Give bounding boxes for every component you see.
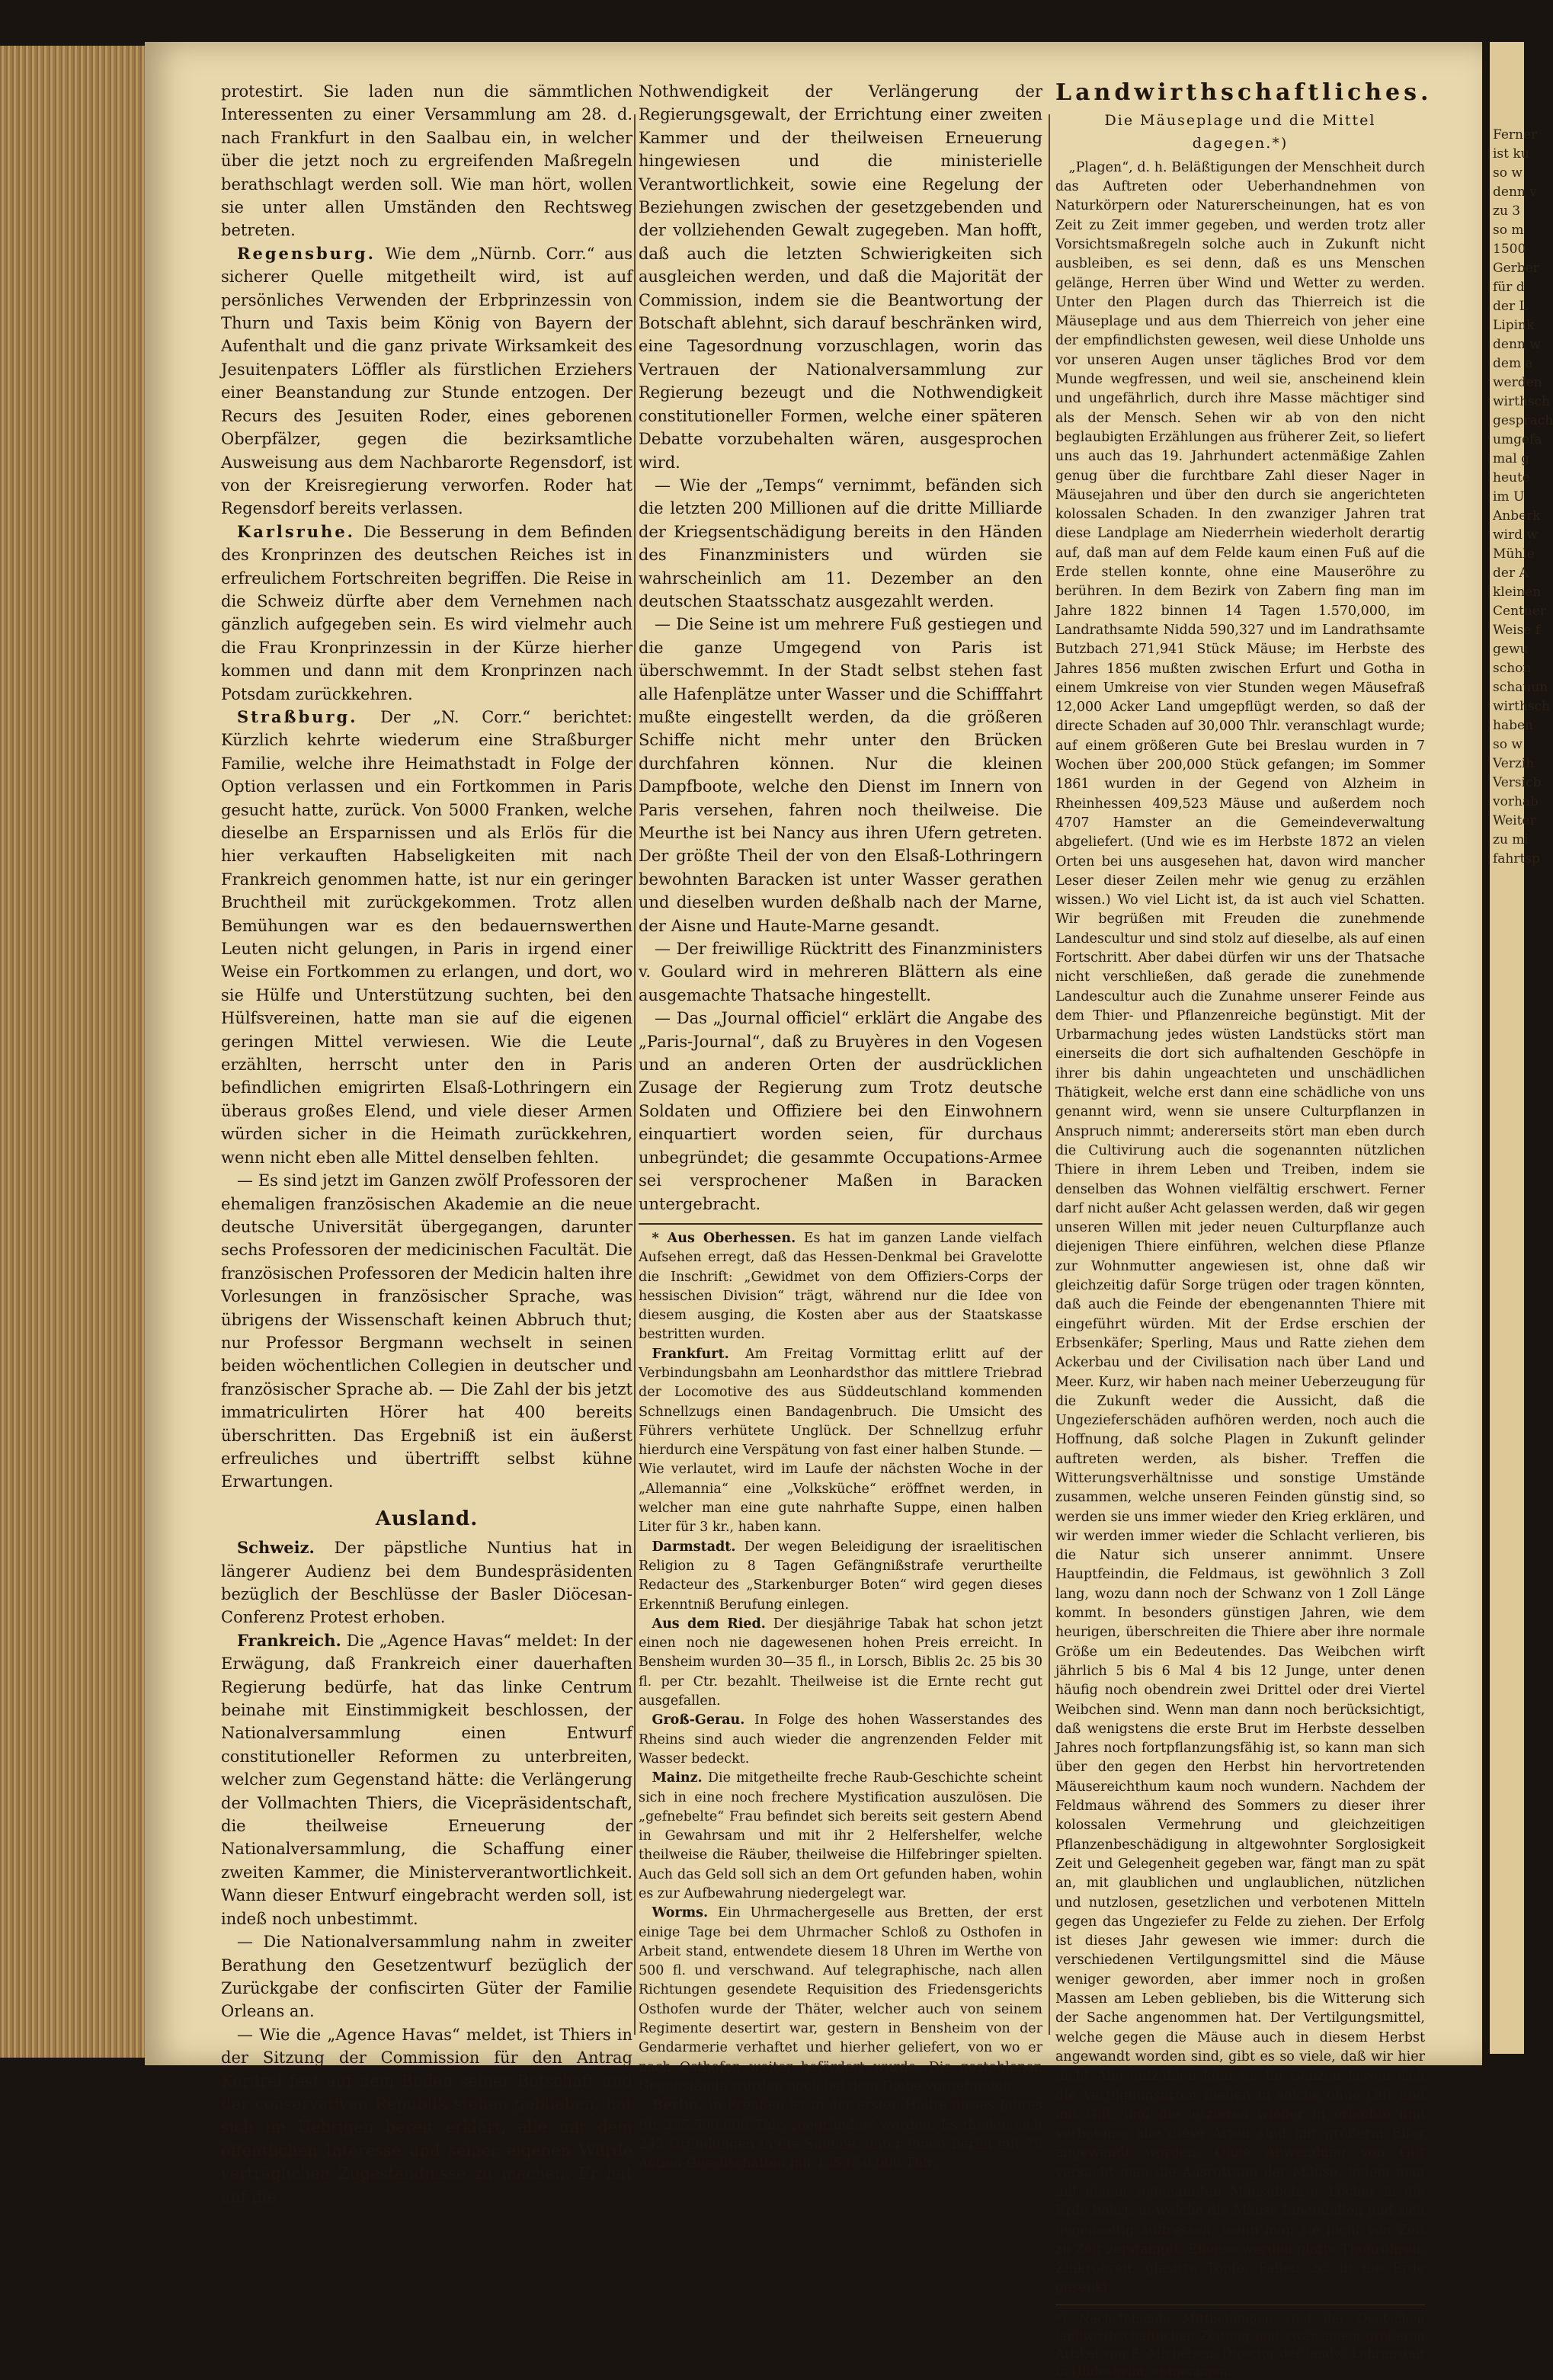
article-text (639, 474, 1042, 613)
dateline: * Aus Oberhessen. (652, 1230, 796, 1246)
article-text (639, 1007, 1042, 1216)
article-mainz (639, 1769, 1042, 1904)
article-text: Am Freitag Vormittag erlitt auf der Verbindungsbahn am Leonhardsthor das mittlere Triebrad der Locomotive des aus Süddeutschland kommenden Schnellzugs einen Bandagenbruch. Die Umsicht des Führers verhütete Unglück. Der Schnellzug erfuhr hierdurch eine Verspätung von fast einer halben Stunde. — Wie verlautet, wird im Laufe der nächsten Woche in der „Allemannia“ eine „Volksküche“ eröffnet werden, in welcher man eine gute nahrhafte Suppe, einen halben Liter für 3 kr., haben kann. (639, 1346, 1042, 1536)
article-text: „Plagen“, d. h. Beläßtigungen der Menschheit durch das Auftreten oder Ueberhandnehmen von Naturkörpern oder Naturerscheinungen, hat es von Zeit zu Zeit immer gegeben, und werden trotz aller Vorsichtsmaßregeln solche auch in Zukunft nicht ausbleiben, es sei denn, daß es uns Menschen gelänge, Herren über Wind und Wetter zu werden. Unter den Plagen durch das Thierreich ist die Mäuseplage und aus dem Thierreich von jeher eine der empfindlichsten gewesen, weil diese Unholde uns vor unseren Augen unser tägliches Brod vor dem Munde wegfressen, und weil sie, anscheinend klein und ungefährlich, durch ihre Masse mächtiger sind als der Mensch. Sehen wir ab von den nicht beglaubigten Erzählungen aus früherer Zeit, so liefert uns auch das 19. Jahrhundert actenmäßige Zahlen genug über die furchtbare Zahl dieser Nager in Mäusejahren und über den durch sie angerichteten kolossalen Schaden. In den zwanziger Jahren trat diese Landplage am Niederrhein wiederholt derartig auf, daß man auf dem Felde kaum einen Fuß auf die Erde stellen konnte, ohne eine Mauseröhre zu berühren. In dem Bezirk von Zabern fing man im Jahre 1822 binnen 14 Tagen 1.570,000, im Landrathsamte Nidda 590,327 und im Landrathsamte Butzbach 271,941 Stück Mäuse; im Herbste des Jahres 1856 mußten zwischen Erfurt und Gotha in einem Umkreise von vier Stunden wegen Mäusefraß 12,000 Acker Land umgepflügt werden, so daß der directe Schaden auf 30,000 Thlr. veranschlagt wurde; auf einem größeren Gute bei Breslau wurden in 7 Wochen über 200,000 Stück gefangen; im Sommer 1861 wurden in der Gegend von Alzheim in Rheinhessen 409,523 Mäuse und außerdem noch 4707 Hamster an die Gemeindeverwaltung abgeliefert. (Und wie es im Herbste 1872 an vielen Orten bei uns ausgesehen hat, davon wird mancher Leser dieser Zeilen mehr wie genug zu erzählen wissen.) Wo viel Licht ist, da ist auch viel Schatten. Wir begrüßen mit Freuden die zunehmende Landescultur und sind stolz auf dieselbe, als auf einen Fortschritt. Aber dabei dürfen wir uns der Thatsache nicht verschließen, daß gerade die zunehmende Landescultur auch die Zunahme unserer Feinde aus dem Thier- und Pflanzenreiche begünstigt. Mit der Urbarmachung jedes wüsten Landstücks stört man einerseits die dort sich aufhaltenden Geschöpfe in ihrer bis dahin ungeachteten und unschädlichen Thätigkeit, welche erst dann eine schädliche von uns genannt wird, wenn sie unsere Culturpflanzen in Anspruch nimmt; andererseits stört man eben durch die Cultivirung auch die sogenannten nützlichen Thiere in ihrem Leben und Treiben, indem sie denselben das Wohnen vielfältig erschwert. Ferner darf nicht außer Acht gelassen werden, daß wir gegen unseren Willen mit jeder neuen Culturpflanze auch diejenigen Thiere einführen, welchen diese Pflanze zur Wohnmutter angewiesen ist, ohne daß wir gleichzeitig dafür Sorge trügen oder tragen könnten, daß auch die Feinde der ebengenannten Thiere mit eingeführt würden. Mit der Erdse erschien der Erbsenkäfer; Sperling, Maus und Ratte ziehen dem Ackerbau und der Civilisation nach über Land und Meer. Kurz, wir haben nach meiner Ueberzeugung für die Zukunft weder die Aussicht, daß die Ungezieferschäden aufhören werden, noch auch die Hoffnung, daß solche Plagen in Zukunft gelinder auftreten werden, als bisher. Treffen die Witterungsverhältnisse und sonstige Umstände zusammen, welche unseren Feinden günstig sind, so werden sie uns immer wieder den Krieg erklären, und wir werden immer wieder die Schlacht verlieren, bis die Natur sich unserer annimmt. Unsere Hauptfeindin, die Feldmaus, ist gewöhnlich 3 Zoll lang, wozu dann noch der Schwanz von 1 Zoll Länge kommt. In besonders günstigen Jahren, wie dem heurigen, überschreiten die Thiere aber ihre normale Größe um ein Bedeutendes. Das Weibchen wirft jährlich 5 bis 6 Mal 4 bis 12 Junge, unter denen häufig noch obendrein zwei Drittel oder drei Viertel Weibchen sind. Wenn man dann noch berücksichtigt, daß wenigstens die erste Brut im Herbste desselben Jahres noch fortpflanzungsfähig ist, so kann man sich über den gegen den Herbst hin hervortretenden Mäusereichthum kaum noch wundern. Nachdem der Feldmaus während des Sommers zu dieser ihrer kolossalen Vermehrung und gleichzeitigen Pflanzenbeschädigung in altgewohnter Sorglosigkeit Zeit und Gelegenheit gegeben war, fängt man zu spät an, mit glaublichen und unglaublichen, nützlichen und nutzlosen, gesetzlichen und verbotenen Mitteln gegen das Ungeziefer zu Felde zu ziehen. Der Erfolg ist dieses Jahr gewesen wie immer: durch die verschiedenen Vertilgungsmittel sind die Mäuse weniger geworden, aber immer noch in großen Massen am Leben geblieben, bis die Witterung sich der Sache angenommen hat. Der Vertilgungsmittel, welche gegen die Mäuse auch in diesem Herbst angewandt worden sind, gibt es so viele, daß wir hier nicht Alle aufzählen können. Im Ganzen lassen sich die Vertilgungsarten theilen in solche ohne Gift und mit Gift, und die letzteren wieder in erlaubte und verbotene; alle diese Arten sind mit größerm Eifer angewandt worden. Ohne Anwendung von Gift versucht man die Ausrottung der Mäuse, indem man mit einem sogenannten Mäusebohrer Löcher in die Erde bohrt, in welche die Mäuse hineinfallen und sich gegenseitig auffressen, wenn man sie nicht von Zeit zu Zeit zerstampft. Ebenso werden glatte Thonröhren, Zinkröhren, glasirte Töpfe, Fallen 2c. in die Erde gesenkt. (1055, 159, 1425, 2296)
column-rule-2 (1049, 114, 1050, 2035)
article-text (221, 1169, 632, 1494)
article-text: Die „Agence Havas“ meldet: In der Erwägung, daß Frankreich einer dauerhaften Regierung bedürfe, hat das linke Centrum beinahe mit Einstimmigkeit beschlossen, der Nationalversammlung einen Entwurf constitutioneller Reformen zu unterbreiten, welcher zum Gegenstand hätte: die Verlängerung der Vollmachten Thiers, die Vicepräsidentschaft, die theilweise Erneuerung der Nationalversammlung, die Schaffung einer zweiten Kammer, die Ministerverantwortlichkeit. Wann dieser Entwurf eingebracht werden soll, ist indeß noch unbestimmt. (221, 1631, 632, 1928)
article-text: Die Besserung in dem Befinden des Kronprinzen des deutschen Reiches ist in erfreulichem Fortschreiten begriffen. Die Reise in die Schweiz dürfte aber dem Vernehmen nach gänzlich aufgegeben sein. Es wird vielmehr auch die Frau Kronprinzessin in der Kürze hierher kommen und dann mit dem Kronprinzen nach Potsdam zurückkehren. (221, 522, 632, 703)
dateline: Straßburg. (237, 706, 358, 726)
dateline: Karlsruhe. (237, 521, 355, 541)
article-subtitle: Die Mäuseplage und die Mittel dagegen.*) (1104, 112, 1376, 152)
section-heading-landwirthschaft: Landwirthschaftliches. (1055, 79, 1433, 106)
local-news (639, 1229, 1042, 2174)
article-text: — Der freiwillige Rücktritt des Finanzministers v. Goulard wird in mehreren Blättern als eine ausgemachte Thatsache hingestellt. (639, 940, 1042, 1004)
article-text (221, 2023, 632, 2209)
dateline: Frankfurt. (652, 1346, 729, 1362)
article-text (1055, 159, 1425, 2298)
section-divider (639, 1223, 1042, 1225)
article-frankfurt (639, 1345, 1042, 1538)
footnote: *) Nachstehende Mittheilungen sind der Deutschen landwirthschaftlichen Zeitung und zwar einem größeren Artikel von E. Michelsen, Director der landw. Lehranstalt in Hildesheim, entnommen. (1055, 2305, 1425, 2380)
article-text (221, 1930, 632, 2023)
adjacent-page-text: Ferner ist ku so w denn v zu 3 so m 1500 Gerber für d der L Lipink denn w dem a werden wirthsch gesprach umgefa mal g heute im U Anberk wird w Mühle der A kleinen Centner Weise f gewu schon schauun wirthsch haben so w Verzih Versicb vorhab Weiter zu mi fahrtsp (1493, 127, 1553, 866)
section-heading-ausland: Ausland. (375, 1507, 479, 1530)
column-2 (639, 80, 1042, 2173)
article-text: — Die Seine ist um mehrere Fuß gestiegen und die ganze Umgegend von Paris ist überschwemmt. In der Stadt selbst stehen fast alle Hafenplätze unter Wasser und die Schifffahrt mußte eingestellt werden, da die größeren Schiffe nicht mehr unter den Brücken durchfahren können. Nur die kleinen Dampfboote, welche den Dienst im Innern von Paris versehen, fahren noch theilweise. Die Meurthe ist bei Nancy aus ihren Ufern getreten. Der größte Theil der von den Elsaß-Lothringern bewohnten Baracken ist unter Wasser gerathen und dieselben wurden deßhalb nach der Marne, der Aisne und Haute-Marne gesandt. (639, 615, 1042, 935)
article-ried (639, 1615, 1042, 1711)
article-text: Der „N. Corr.“ berichtet: Kürzlich kehrte wiederum eine Straßburger Familie, welche ihre Heimathstadt in Folge der Option verlassen und ein Fortkommen in Paris gesucht hatte, zurück. Von 5000 Franken, welche dieselbe an Ersparnissen und als Erlös für die hier verkauften Habseligkeiten mit nach Frankreich genommen hatte, ist nur ein geringer Bruchtheil mit zurückgekommen. Trotz allen Bemühungen war es den bedauernswerthen Leuten nicht gelungen, in Paris in irgend einer Weise ein Fortkommen zu erlangen, und dort, wo sie Hülfe und Unterstützung suchten, bei den Hülfsvereinen, hatte man sie auf die eigenen geringen Mittel verwiesen. Wie die Leute erzählten, herrscht unter den in Paris befindlichen emigrirten Elsaß-Lothringern ein überaus großes Elend, und viele dieser Armen würden sicher in die Heimath zurückkehren, wenn nicht eben alle Mittel denselben fehlten. (221, 707, 632, 1167)
article-text: Die mitgetheilte freche Raub-Geschichte scheint sich in eine noch frechere Mystification auszulösen. Die „gefnebelte“ Frau befindet sich bereits seit gestern Abend in Gewahrsam und mit ihr 2 Helfershelfer, welche theilweise die Räuber, theilweise die Hilfebringer spielten. Auch das Geld soll sich an dem Ort gefunden haben, wohin es zur Aufbewahrung niedergelegt war. (639, 1770, 1042, 1901)
article-text: Der wegen Beleidigung der israelitischen Religion zu 8 Tagen Gefängnißstrafe verurtheilte Redacteur des „Starkenburger Boten“ wird gegen dieses Erkenntniß Berufung einlegen. (639, 1539, 1042, 1613)
dateline: Worms. (652, 1905, 709, 1921)
dateline: Berlin. (652, 2098, 703, 2114)
adjacent-page-edge (1490, 42, 1553, 2054)
article-text: Der päpstliche Nuntius hat in längerer Audienz bei dem Bundespräsidenten bezüglich der Beschlüsse der Basler Diöcesan-Conferenz Protest erhoben. (221, 1539, 632, 1627)
article-frankreich (221, 1629, 632, 1930)
article-strassburg (221, 706, 632, 1169)
article-karlsruhe (221, 521, 632, 706)
article-text: — Die Nationalversammlung nahm in zweiter Berathung den Gesetzentwurf bezüglich der Zurückgabe der confiscirten Güter der Familie Orleans an. (221, 1933, 632, 2021)
dateline: Schweiz. (237, 1538, 315, 1558)
dateline: Frankreich. (237, 1630, 341, 1650)
dateline: Regensburg. (237, 243, 376, 263)
dateline: Groß-Gerau. (652, 1712, 745, 1728)
article-worms (639, 1904, 1042, 2097)
article-text: — Wie der „Temps“ vernimmt, befänden sich die letzten 200 Millionen auf die dritte Milliarde der Kriegsentschädigung bereits in den Händen des Finanzministers und würden sie wahrscheinlich am 11. Dezember an den deutschen Staatsschatz ausgezahlt werden. (639, 476, 1042, 610)
article-schweiz (221, 1536, 632, 1629)
dateline: Darmstadt. (652, 1539, 736, 1555)
article-darmstadt (639, 1538, 1042, 1615)
dateline: Mainz. (652, 1770, 703, 1786)
article-text: Es hat im ganzen Lande vielfach Aufsehen erregt, daß das Hessen-Denkmal bei Gravelotte die Inschrift: „Gewidmet von dem Offiziers-Corps der hessischen Division“ trägt, während nur die Idee von diesem ausging, die Kosten aber aus der Staatskasse bestritten wurden. (639, 1230, 1042, 1343)
article-regensburg (221, 242, 632, 521)
article-text (639, 613, 1042, 937)
book-edge (0, 46, 147, 2058)
article-text: In Folge des hohen Wasserstandes des Rheins sind auch wieder die angrenzenden Felder mit Wasser bedeckt. (639, 1712, 1042, 1767)
article-text: Wie dem „Nürnb. Corr.“ aus sicherer Quelle mitgetheilt wird, ist auf persönliches Verwenden der Erbprinzessin von Thurn und Taxis beim König von Bayern der Aufenthalt und die ganz private Wirksamkeit des Jesuitenpaters Löffler als fürstlichen Erziehers einer Beanstandung zur Stunde entzogen. Der Recurs des Jesuiten Roder, eines geborenen Oberpfälzer, gegen die bezirksamtliche Ausweisung aus dem Nachbarorte Regensdorf, ist von der Kreisregierung verworfen. Roder hat Regensdorf bereits verlassen. (221, 244, 632, 518)
article-text: protestirt. Sie laden nun die sämmtlichen Interessenten zu einer Versammlung am 28. d. nach Frankfurt in den Saalbau ein, in welcher über die jetzt noch zu ergreifenden Maßregeln berathschlagt werden soll. Wie man hört, wollen sie unter allen Umständen den Rechtsweg betreten. (221, 82, 632, 240)
article-text (639, 937, 1042, 1007)
article-text: — Das „Journal officiel“ erklärt die Angabe des „Paris-Journal“, daß zu Bruyères in den Vogesen und an anderen Orten der ausdrücklichen Zusage der Regierung zum Trotz deutsche Soldaten und Offiziere bei den Einwohnern einquartiert worden seien, für durchaus unbegründet; die gesammte Occupations-Armee sei versprochener Maßen in Baracken untergebracht. (639, 1009, 1042, 1213)
column-3 (1055, 79, 1433, 2380)
article-text: Der diesjährige Tabak hat schon jetzt einen noch nie dagewesenen hohen Preis erreicht. In Bensheim wurden 30—35 fl., in Lorsch, Biblis 2c. 25 bis 30 fl. per Ctr. bezahlt. Theilweise ist die Ernte recht gut ausgefallen. (639, 1616, 1042, 1709)
dateline: Aus dem Ried. (652, 1616, 766, 1632)
article-oberhessen (639, 1229, 1042, 1345)
article-berlin (639, 2097, 1042, 2173)
column-rule-1 (634, 114, 636, 2035)
column-1 (221, 80, 632, 2209)
article-text: Ein Uhrmachergeselle aus Bretten, der erst einige Tage bei dem Uhrmacher Schloß zu Osthofen in Arbeit stand, entwendete diesem 18 Uhren im Werthe von 500 fl. und verschwand. Auf telegraphische, nach allen Richtungen gesendete Requisition des Friedensgerichts Osthofen wurde der Thäter, welcher auch von seinem Regimente desertirt war, gestern in Bensheim von der Gendarmerie verhaftet und hierher geliefert, von wo er nach Osthofen weiter befördert wurde. Die gestohlenen Gegenstände wurden noch bei dem Diebe vorgefunden. (639, 1905, 1042, 2094)
article-gerau (639, 1711, 1042, 1769)
article-text: In Preußen ist in der ersten Hälfte dieses Jahres für 335,500,000 Thlr. „gegründet“ worden. Es theilen sich 245 Gründungen in die Summe, unter ihnen Berlin mit 79 Actien-Gesellschaften mit 135,650,000 Thlr. (639, 2098, 1042, 2172)
article-text: — Wie die „Agence Havas“ meldet, ist Thiers in der Sitzung der Commission für den Antrag Kerdrel fest auf dem Boden seiner Botschaft und der conservativen Republik stehen geblieben, hat sich im Uebrigen bereit erklärt, alle mit dem öffentlichen Interesse und seiner eigenen Würde verträglichen Zugeständnisse zu machen. Er hat auf die (221, 2025, 632, 2206)
article-text: — Es sind jetzt im Ganzen zwölf Professoren der ehemaligen französischen Akademie an die neue deutsche Universität übergegangen, darunter sechs Professoren der medicinischen Facultät. Die französischen Professoren der Medicin halten ihre Vorlesungen in französischer Sprache, was übrigens der Wissenschaft keinen Abbruch thut; nur Professor Bergmann wechselt in seinen beiden wöchentlichen Collegien in deutscher und französischer Sprache ab. — Die Zahl der bis jetzt immatriculirten Hörer hat 400 bereits überschritten. Das Ergebniß ist ein äußerst erfreuliches und übertrifft selbst kühne Erwartungen. (221, 1171, 632, 1491)
article-text: Nothwendigkeit der Verlängerung der Regierungsgewalt, der Errichtung einer zweiten Kammer und der theilweisen Erneuerung hingewiesen und die ministerielle Verantwortlichkeit, sowie eine Regelung der Beziehungen zwischen der gesetzgebenden und der vollziehenden Gewalt zugegeben. Man hofft, daß auch die letzten Schwierigkeiten sich ausgleichen werden, und daß die Majorität der Commission, indem sie die Beantwortung der Botschaft ablehnt, sich darauf beschränken wird, eine Tagesordnung vorzuschlagen, worin das Vertrauen der Nationalversammlung zur Regierung bezeugt und die Nothwendigkeit constitutioneller Formen, welche einer späteren Debatte vorzubehalten wären, ausgesprochen wird. (639, 82, 1042, 472)
